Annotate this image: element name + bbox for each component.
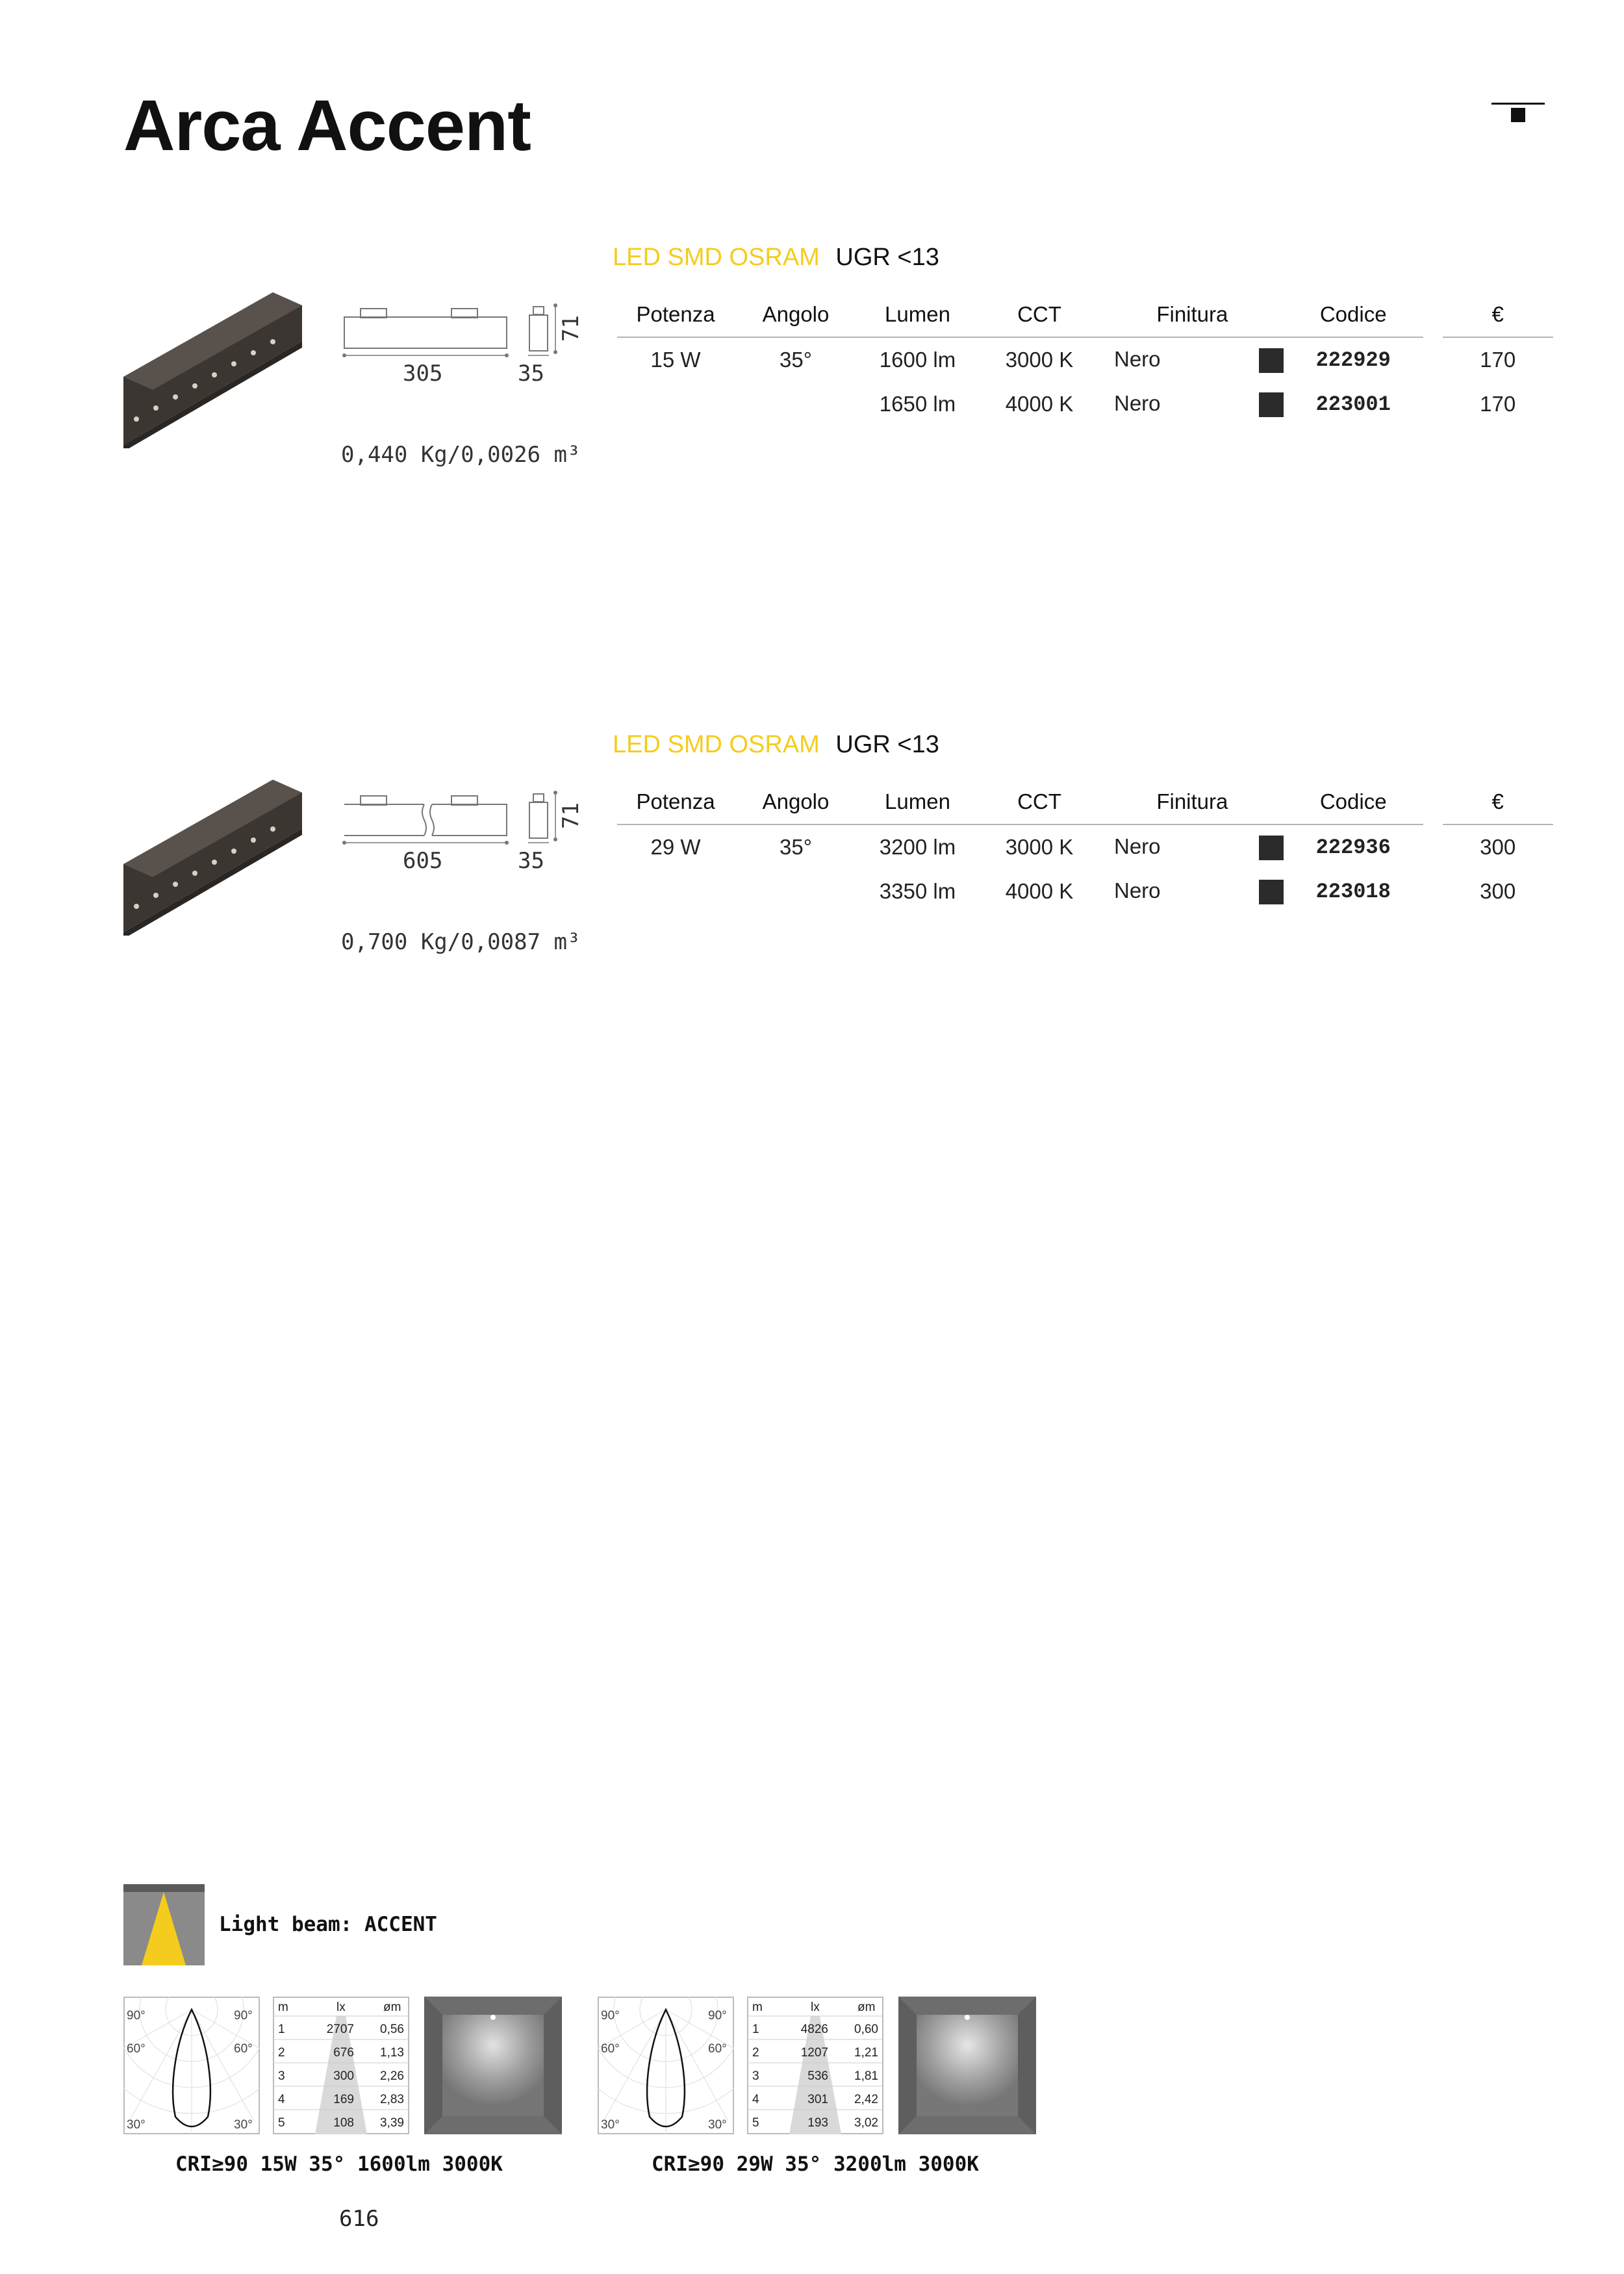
dim-length: 605	[403, 848, 443, 874]
header-potenza: Potenza	[617, 780, 734, 824]
header-codice: Codice	[1284, 780, 1423, 824]
svg-text:169: 169	[333, 2093, 354, 2106]
svg-text:676: 676	[333, 2046, 354, 2060]
header-lumen: Lumen	[857, 292, 978, 337]
angle-90-right: 90°	[234, 2009, 253, 2023]
tech-line	[613, 731, 939, 759]
finish-label: Nero	[1114, 346, 1161, 371]
cell-codice: 223001	[1315, 392, 1391, 416]
angle-60-left: 60°	[601, 2042, 620, 2056]
cell-codice: 222929	[1315, 348, 1391, 372]
angle-30-left: 30°	[601, 2118, 620, 2132]
header-finitura: Finitura	[1101, 292, 1284, 337]
angle-60-right: 60°	[708, 2042, 727, 2056]
cell-finitura	[1101, 824, 1284, 869]
light-beam-label: Light beam: ACCENT	[219, 1913, 437, 1936]
dim-length: 305	[403, 361, 443, 387]
svg-text:300: 300	[333, 2069, 354, 2083]
angle-30-right: 30°	[234, 2118, 253, 2132]
lux-header-m: m	[752, 2000, 763, 2014]
header-cct: CCT	[978, 780, 1101, 824]
spec-table	[617, 780, 1553, 913]
svg-text:5: 5	[278, 2116, 285, 2130]
lux-header-diameter: øm	[857, 2000, 876, 2014]
cell-cct: 3000 K	[1005, 835, 1074, 859]
dim-width: 35	[518, 848, 544, 874]
ugr-value: UGR <13	[835, 731, 939, 758]
header-finitura: Finitura	[1101, 780, 1284, 824]
light-beam-icon	[123, 1884, 205, 1965]
cell-finitura	[1101, 869, 1284, 913]
svg-text:536: 536	[807, 2069, 828, 2083]
header-price: €	[1443, 780, 1553, 824]
angle-60-left: 60°	[127, 2042, 146, 2056]
cell-angolo: 35°	[780, 348, 812, 372]
page-number: 616	[339, 2206, 379, 2232]
cell-lumen: 1600 lm	[879, 348, 956, 372]
product-section-1	[0, 244, 1624, 682]
dim-height: 71	[558, 802, 584, 829]
product-section-2	[0, 731, 1624, 1169]
svg-text:108: 108	[333, 2116, 354, 2130]
svg-text:301: 301	[807, 2093, 828, 2106]
technical-drawing	[341, 292, 601, 390]
angle-90-right: 90°	[708, 2009, 727, 2023]
dim-width: 35	[518, 361, 544, 387]
svg-text:3: 3	[752, 2069, 759, 2083]
cell-angolo: 35°	[780, 835, 812, 859]
svg-text:2,26: 2,26	[380, 2069, 404, 2083]
svg-text:4: 4	[278, 2093, 285, 2106]
svg-text:2,42: 2,42	[854, 2093, 878, 2106]
header-angolo: Angolo	[734, 780, 857, 824]
finish-label: Nero	[1114, 390, 1161, 415]
product-image	[123, 780, 305, 936]
header-price: €	[1443, 292, 1553, 337]
lux-header-lx: lx	[336, 2000, 346, 2014]
page-title: Arca Accent	[123, 86, 531, 166]
cell-potenza: 29 W	[650, 835, 701, 859]
table-row	[617, 382, 1553, 426]
weight-volume: 0,700 Kg/0,0087 m³	[341, 929, 581, 955]
cell-potenza	[617, 382, 734, 426]
svg-text:2: 2	[278, 2046, 285, 2060]
cell-lumen: 3350 lm	[879, 879, 956, 903]
finish-label: Nero	[1114, 834, 1161, 858]
tech-line	[613, 244, 939, 272]
cell-cct: 4000 K	[1005, 879, 1074, 903]
finish-label: Nero	[1114, 878, 1161, 902]
beam-photo	[424, 1997, 562, 2134]
product-image	[123, 292, 305, 448]
angle-60-right: 60°	[234, 2042, 253, 2056]
header-lumen: Lumen	[857, 780, 978, 824]
cell-angolo	[734, 382, 857, 426]
angle-30-left: 30°	[127, 2118, 146, 2132]
lux-header-diameter: øm	[383, 2000, 401, 2014]
table-row	[617, 824, 1553, 869]
finish-swatch	[1259, 836, 1284, 860]
svg-text:1: 1	[278, 2023, 285, 2036]
photometric-caption: CRI≥90 15W 35° 1600lm 3000K	[175, 2153, 503, 2176]
dim-height: 71	[558, 315, 584, 342]
cell-lumen: 1650 lm	[879, 392, 956, 416]
ugr-value: UGR <13	[835, 244, 939, 271]
svg-text:1207: 1207	[800, 2046, 828, 2060]
led-type: LED SMD OSRAM	[613, 731, 820, 758]
lux-table	[747, 1997, 883, 2134]
cell-cct: 4000 K	[1005, 392, 1074, 416]
svg-text:1,21: 1,21	[854, 2046, 878, 2060]
cell-price: 300	[1480, 879, 1516, 903]
svg-text:1,81: 1,81	[854, 2069, 878, 2083]
cell-potenza: 15 W	[650, 348, 701, 372]
header-potenza: Potenza	[617, 292, 734, 337]
svg-text:1: 1	[752, 2023, 759, 2036]
lux-table	[273, 1997, 409, 2134]
cell-codice: 223018	[1315, 879, 1391, 904]
cell-finitura	[1101, 337, 1284, 382]
header-codice: Codice	[1284, 292, 1423, 337]
polar-diagram	[598, 1997, 734, 2134]
beam-photo	[898, 1997, 1036, 2134]
angle-90-left: 90°	[601, 2009, 620, 2023]
svg-text:1,13: 1,13	[380, 2046, 404, 2060]
cell-lumen: 3200 lm	[879, 835, 956, 859]
weight-volume: 0,440 Kg/0,0026 m³	[341, 442, 581, 468]
led-type: LED SMD OSRAM	[613, 244, 820, 271]
finish-swatch	[1259, 880, 1284, 904]
svg-text:3: 3	[278, 2069, 285, 2083]
technical-drawing	[341, 780, 601, 877]
header-angolo: Angolo	[734, 292, 857, 337]
header-cct: CCT	[978, 292, 1101, 337]
svg-text:0,60: 0,60	[854, 2023, 878, 2036]
spec-table	[617, 292, 1553, 426]
polar-diagram	[123, 1997, 260, 2134]
cell-price: 170	[1480, 392, 1516, 416]
cell-price: 300	[1480, 835, 1516, 859]
svg-text:4: 4	[752, 2093, 759, 2106]
svg-text:4826: 4826	[800, 2023, 828, 2036]
corner-mark-icon	[1491, 103, 1545, 122]
cell-potenza	[617, 869, 734, 913]
lux-header-m: m	[278, 2000, 288, 2014]
svg-text:2707: 2707	[326, 2023, 354, 2036]
table-row	[617, 337, 1553, 382]
svg-text:2: 2	[752, 2046, 759, 2060]
cell-price: 170	[1480, 348, 1516, 372]
lux-header-lx: lx	[811, 2000, 820, 2014]
photometric-caption: CRI≥90 29W 35° 3200lm 3000K	[652, 2153, 979, 2176]
svg-text:0,56: 0,56	[380, 2023, 404, 2036]
finish-swatch	[1259, 392, 1284, 417]
cell-cct: 3000 K	[1005, 348, 1074, 372]
svg-text:193: 193	[807, 2116, 828, 2130]
svg-text:3,39: 3,39	[380, 2116, 404, 2130]
cell-codice: 222936	[1315, 835, 1391, 860]
svg-text:3,02: 3,02	[854, 2116, 878, 2130]
cell-angolo	[734, 869, 857, 913]
table-row	[617, 869, 1553, 913]
finish-swatch	[1259, 348, 1284, 373]
cell-finitura	[1101, 382, 1284, 426]
svg-text:2,83: 2,83	[380, 2093, 404, 2106]
angle-30-right: 30°	[708, 2118, 727, 2132]
angle-90-left: 90°	[127, 2009, 146, 2023]
svg-text:5: 5	[752, 2116, 759, 2130]
